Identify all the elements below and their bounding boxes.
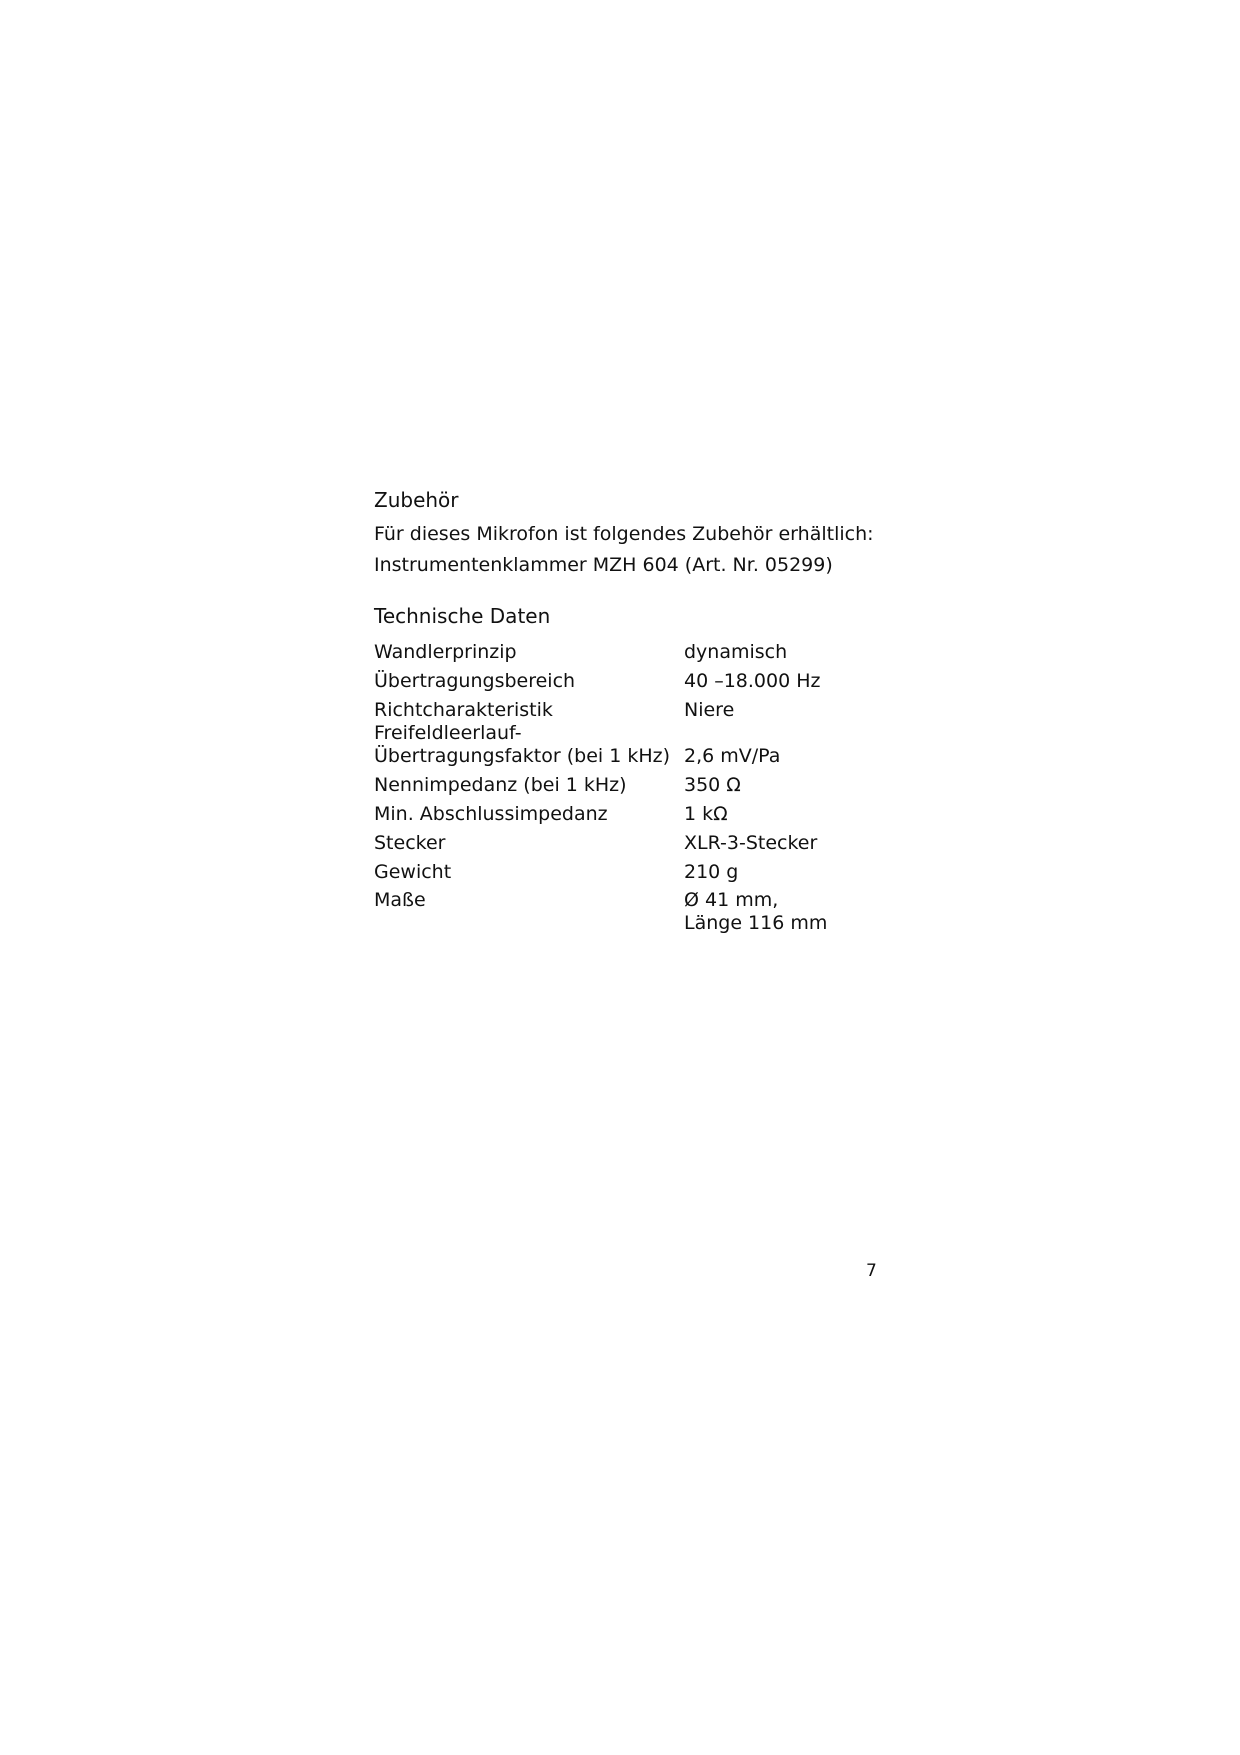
spec-label-text: Min. Abschlussimpedanz [374, 803, 608, 825]
spec-value [684, 768, 827, 797]
spec-value [684, 635, 827, 664]
spec-value [684, 797, 827, 826]
spec-label [374, 768, 684, 797]
spec-value [684, 722, 827, 768]
spec-value-text: Ø 41 mm, [684, 889, 779, 911]
zubehoer-heading: Zubehör [374, 488, 459, 512]
spec-table [374, 635, 827, 935]
spec-value [684, 884, 827, 935]
spec-value-text: 350 Ω [684, 774, 741, 796]
spec-row [374, 884, 827, 935]
spec-value-text: XLR-3-Stecker [684, 832, 818, 854]
spec-value [684, 664, 827, 693]
spec-value-text: 2,6 mV/Pa [684, 745, 781, 767]
spec-value-text: Niere [684, 699, 735, 721]
spec-label-text: Stecker [374, 832, 446, 854]
spec-row [374, 855, 827, 884]
spec-row [374, 635, 827, 664]
spec-label [374, 797, 684, 826]
spec-value-text: 1 kΩ [684, 803, 728, 825]
spec-label [374, 722, 684, 768]
spec-label-text: Freifeldleerlauf- [374, 722, 522, 744]
spec-label [374, 664, 684, 693]
spec-label [374, 884, 684, 935]
zubehoer-text-line: Für dieses Mikrofon ist folgendes Zubehör erhältlich: [374, 523, 874, 545]
technische-daten-heading: Technische Daten [374, 604, 551, 628]
spec-label-text: Wandlerprinzip [374, 641, 517, 663]
spec-label [374, 635, 684, 664]
spec-value-text: Länge 116 mm [684, 912, 828, 934]
spec-value [684, 855, 827, 884]
spec-row [374, 722, 827, 768]
spec-label-text: Nennimpedanz (bei 1 kHz) [374, 774, 627, 796]
spec-label [374, 826, 684, 855]
spec-label-text: Übertragungsbereich [374, 670, 576, 692]
spec-row [374, 664, 827, 693]
spec-value [684, 693, 827, 722]
page-content [374, 487, 894, 935]
spec-value [684, 826, 827, 855]
page-number: 7 [866, 1261, 877, 1281]
spec-label-text: Richtcharakteristik [374, 699, 553, 721]
spec-label [374, 693, 684, 722]
spec-row [374, 826, 827, 855]
spec-value-text: 210 g [684, 861, 739, 883]
section-spacer [374, 581, 894, 603]
spec-label-text: Gewicht [374, 861, 452, 883]
spec-value-text: dynamisch [684, 641, 788, 663]
spec-row [374, 693, 827, 722]
spec-value-text: 40 –18.000 Hz [684, 670, 821, 692]
spec-label-text: Übertragungsfaktor (bei 1 kHz) [374, 745, 671, 767]
zubehoer-text-line: Instrumentenklammer MZH 604 (Art. Nr. 05299) [374, 554, 833, 576]
spec-row [374, 768, 827, 797]
spec-label [374, 855, 684, 884]
spec-row [374, 797, 827, 826]
spec-label-text: Maße [374, 889, 426, 911]
